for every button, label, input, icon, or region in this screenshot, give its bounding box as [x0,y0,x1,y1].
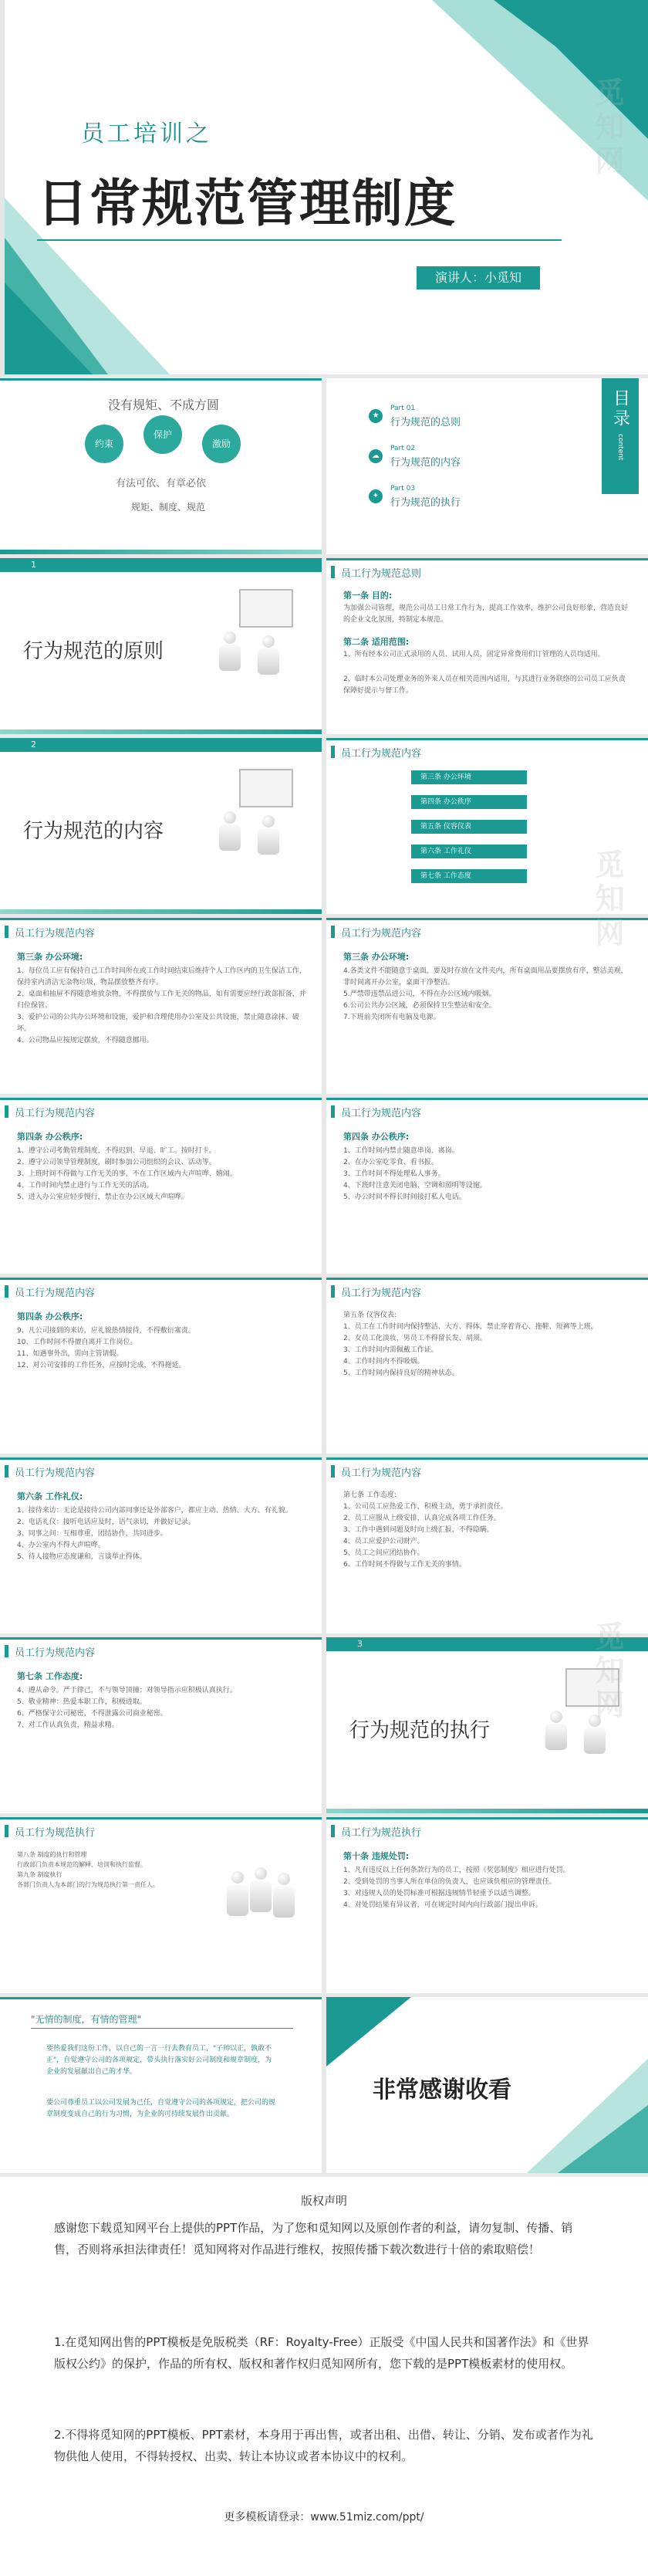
header-bar [5,1105,8,1118]
top-stripe [326,1817,648,1819]
top-stripe [0,1278,322,1280]
header-bar [5,1285,8,1298]
header-title: 员工行为规范内容 [15,1647,96,1659]
env-slide-left [0,918,322,1094]
board [239,769,293,807]
figure-head [224,631,236,644]
figure-head [278,1873,290,1885]
section-title: 第二条 适用范围: [343,637,410,647]
paragraph: 第七条 工作态度: 1、公司员工应热爱工作，积极主动，勇于承担责任。 2、员工应服从上级安排，认真完成各项工作任务。 3、工作中遇到问题及时向上级汇报，不得隐瞒。 4、员工应爱护公司财产。 5、员工之间应团结协作。 6、工作时间不得做与工作无关的事情。 [343,1491,508,1569]
header-bar [331,1105,335,1118]
copyright-title: 版权声明 [300,2194,347,2208]
toc-label: 目录 [610,389,630,429]
header-title: 员工行为规范内容 [15,1287,96,1299]
part-bar [0,558,322,572]
top-stripe [0,1098,322,1100]
paragraph: 要热爱我们这份工作，以自己的一言一行去教育员工，"子帅以正，孰敢不正"，自觉遵守公司的各项规定，带头执行落实好公司制度和规章制度，为企业的发展献出自己的才华。 [46,2045,272,2076]
paragraph: 2、临时本公司处理业务的外来人员在相关范围内适用，与其进行业务联络的公司员工应负责保障好提示与督工作。 [343,675,626,695]
intro-slide [0,378,322,554]
speaker-badge: 演讲人：小觅知 [417,266,540,289]
list-item: 第三条 办公环境 [411,770,527,784]
site-link[interactable]: www.51miz.com/ppt/ [310,2511,424,2524]
part-title: 行为规范的原则 [23,640,164,663]
figure-head [231,1871,244,1884]
toc-num: Part 02 [390,445,416,452]
figure-body [545,1724,567,1750]
order-slide-right [326,1098,648,1274]
cover-slide [0,0,648,374]
top-stripe [326,738,648,740]
slide-header [326,564,421,580]
paragraph: 1、工作时间内禁止随意串岗、离岗。 2、在办公室吃零食、看书报。 3、工作时间不得处理私人事务。 4、下班时注意关闭电脑、空调和照明等设施。 5、办公时间不得长时间接打私人电话。 [343,1147,487,1201]
thanks-slide [326,1997,648,2173]
circle-constraint [85,425,123,463]
paragraph: 要公司尊重员工以公司发展为己任，自觉遵守公司的各项规定，把公司的规章制度变成自己的行为习惯，为企业的可持续发展作出贡献。 [46,2099,276,2118]
header-title: 员工行为规范内容 [341,1107,422,1119]
quote-title: "无情的制度，有情的管理" [31,2014,142,2025]
section-title: 第三条 办公环境: [17,952,83,962]
copyright-p3: 2.不得将觅知网的PPT模板、PPT素材，本身用于再出售，或者出租、出借、转让、分销、发布或者作为礼物供他人使用，不得转授权、出卖、转让本协议或者本协议中的权利。 [54,2428,593,2463]
paragraph: 9、凡公司接到的来访，应礼貌热情接待，不得敷衍塞责。 10、工作时间不得擅自离开工作岗位。 11、如遇事外出，需向主管请假。 12、对公司安排的工作任务，应按时完成，不得拖延。 [17,1327,195,1369]
header-bar [5,926,8,938]
paragraph: 1、所有经本公司正式录用的人员、试用人员、固定异常费用们订管理的人员均适用。 [343,651,605,658]
slide-header [0,1643,95,1659]
header-title: 员工行为规范内容 [341,1287,422,1299]
cover-title: 日常规范管理制度 [37,174,457,233]
watermark-text: 觅知网 [590,1621,624,1723]
list-item: 第五条 仪容仪表 [411,820,527,834]
list-item: 第四条 办公秩序 [411,795,527,809]
attitude-slide-right [326,1457,648,1633]
header-bar [331,1285,335,1298]
toc-num: Part 03 [390,485,416,493]
copyright-p2: 1.在觅知网出售的PPT模板是免版税类（RF：Royalty-Free）正版受《中国人民共和国著作法》和《世界版权公约》的保护，作品的所有权、版权和著作权归觅知网所有，您下载的是PPT模板素材的使用权。 [54,2335,589,2371]
quote-line [31,2028,293,2029]
intro-tagline: 有法可依、有章必依 [116,478,207,489]
section-title: 第三条 办公环境: [343,952,410,962]
more-templates [0,2509,648,2524]
toc-label-box [602,378,639,494]
circle-label: 激励 [211,438,231,449]
slide-header [326,924,421,939]
figure-body [258,828,279,855]
quote-slide [0,1997,322,2173]
part2-slide [0,738,322,914]
top-stripe [326,558,648,560]
cover-divider [37,239,562,241]
figure-head [262,635,275,648]
cloud-icon: ☁ [369,449,383,463]
slide-header [326,1284,421,1299]
copyright-section [0,2177,648,2576]
attitude-slide [0,1637,322,1813]
list-item: 第六条 工作礼仪 [411,845,527,858]
slide-header [326,1104,421,1119]
figure-body [584,1728,606,1754]
part-num: 2 [31,740,36,750]
top-stripe [326,1278,648,1280]
copyright-p1: 感谢您下载觅知网平台上提供的PPT作品，为了您和觅知网以及原创作者的利益，请勿复制、传播、销售，否则将承担法律责任！觅知网将对作品进行维权，按照传播下载次数进行十倍的索取赔偿！ [54,2221,573,2256]
header-title: 员工行为规范执行 [341,1826,422,1839]
section-title: 第一条 目的: [343,591,393,601]
figures-illustration [224,1863,301,1972]
header-title: 员工行为规范总则 [341,567,422,580]
slide-header [0,1464,95,1479]
figure-head [224,811,236,824]
part-title: 行为规范的内容 [23,820,164,843]
top-stripe [0,378,322,381]
header-title: 员工行为规范内容 [15,1107,96,1119]
toc-title: 行为规范的内容 [390,457,461,469]
intro-heading: 没有规矩、不成方圆 [108,398,220,412]
paragraph: 1、遵守公司考勤管理制度，不得迟到、早退、旷工。按时打卡。 2、遵守公司领导管理制度，刷时参加公司组织的会议、活动等。 3、上班时间不得做与工作无关的事，不在工作区域内大声喧哗、嬉闹。 4、工作时间内禁止进行与工作无关的活动。 5、进入办公室应轻步慢行，禁止在办公区域大声喧哗。 [17,1147,237,1201]
figure-body [227,1885,248,1916]
figure-body [273,1887,295,1918]
bottom-stripe [326,1809,648,1813]
header-bar [331,926,335,938]
figure-head [255,1867,267,1880]
paragraph: 第八条 制度的执行和管理 行政部门负责本规范的解释、培训和执行监督。 第九条 制度执行 各部门负责人为本部门的行为规范执行第一责任人。 [17,1851,159,1888]
section-title: 第六条 工作礼仪: [17,1491,83,1501]
slide-header [0,1284,95,1299]
part-num: 3 [357,1639,363,1649]
top-stripe [0,1457,322,1460]
more-label: 更多模板请登录： [224,2511,311,2524]
figure-body [250,1881,272,1912]
header-bar [331,1465,335,1478]
part-bar [0,738,322,752]
part-title: 行为规范的执行 [349,1719,491,1742]
exec-slide [0,1817,322,1993]
paragraph: 为加强公司管理，规范公司员工日常工作行为，提高工作效率，维护公司良好形象，营造良好的企业文化氛围，特制定本规范。 [343,604,629,624]
top-stripe [0,1997,322,1999]
bottom-stripe [0,909,322,914]
slide-header [326,744,421,760]
header-bar [5,1465,8,1478]
cover-subtitle: 员工培训之 [81,120,212,147]
top-stripe [0,1637,322,1640]
circle-protect [143,415,182,454]
slide-header [0,924,95,939]
watermark-text: 觅知网 [590,77,624,179]
header-bar [5,1645,8,1657]
circle-label: 约束 [94,438,113,449]
toc-title: 行为规范的执行 [390,497,461,509]
bottom-stripe [0,550,322,554]
paragraph: 第五条 仪容仪表: 1、员工在工作时间内保持整洁、大方、得体，禁止穿着背心、拖鞋、短裤等上班。 2、女员工化淡妆，男员工不得留长发、胡须。 3、工作时间内需佩戴工作证。 4、工作时间内不得吸烟。 5、工作时间内保持良好的精神状态。 [343,1312,598,1377]
order-slide-left [0,1098,322,1274]
intro-tags: 规矩、制度、规范 [131,502,206,513]
penalty-slide [326,1817,648,1993]
header-title: 员工行为规范内容 [341,1467,422,1479]
paragraph: 1、每位员工应有保持自己工作时间所在或工作时间结束后维持个人工作区内的卫生保洁工作，保持室内清洁无杂物垃圾，物品摆放整齐有序。 2、桌面和抽屉不得随意堆放杂物，不得摆放与工作无关的物品，如有需要应经行政部报备，并归位保管。 3、爱护公司的公共办公环境和设施，爱护和合理使用办公室及公共设施，禁止随意涂抹、破坏。 4、公司物品应按规定摆放，不得随意挪用。 [17,967,306,1044]
toc-slide [326,378,648,554]
header-title: 员工行为规范执行 [15,1826,96,1839]
header-title: 员工行为规范内容 [341,747,422,760]
top-stripe [0,1817,322,1819]
figure-body [219,645,241,671]
figure-body [219,824,241,851]
toc-label-en: content [616,434,624,461]
header-bar [5,1825,8,1837]
paragraph: 4.各类文件不能随意于桌面，要及时存放在文件夹内，所有桌面用品要摆放有序，整洁美观，非时间离开办公室，桌面干净整洁。 5.严禁带违禁品进公司，不得在办公区域内吸烟。 6.公司公共办公区域，必须保持卫生整洁和安全。 7.下班前关闭所有电脑及电源。 [343,967,628,1021]
section-title: 第七条 工作态度: [17,1671,83,1681]
section-title: 第四条 办公秩序: [17,1312,83,1322]
bottom-stripe [0,729,322,734]
header-bar [331,566,335,578]
order2-slide [0,1278,322,1454]
top-stripe [0,918,322,920]
toc-num: Part 01 [390,405,416,412]
board [239,589,293,628]
header-title: 员工行为规范内容 [15,927,96,939]
appearance-slide [326,1278,648,1454]
list-item: 第七条 工作态度 [411,869,527,883]
header-bar [331,746,335,758]
paragraph: 4、遵从命令。严于律己，不与领导顶撞；对领导指示应积极认真执行。 5、敬业精神：热爱本职工作，积极进取。 6、严格保守公司秘密，不得泄露公司商业秘密。 7、对工作认真负责，精益求精。 [17,1687,237,1729]
slide-header [0,1104,95,1119]
section-title: 第四条 办公秩序: [17,1132,83,1142]
section-title: 第十条 违规处罚: [343,1851,410,1861]
slide-header [326,1823,421,1839]
figure-head [262,815,275,828]
header-title: 员工行为规范内容 [341,927,422,939]
figure-head [550,1711,562,1723]
part-num: 1 [31,560,36,570]
header-title: 员工行为规范内容 [15,1467,96,1479]
top-stripe [326,1457,648,1460]
etiquette-slide [0,1457,322,1633]
part1-slide [0,558,322,734]
paragraph: 1、凡有违反以上任何条款行为的员工，按照《奖惩制度》相应进行处罚。 2、受到处罚的当事人所在单位的负责人，也应该负相应的管理责任。 3、对违规人员的处罚标准可根据违规情节轻重予以适当调整。 4、对处罚结果有异议者，可在规定时间内向行政部门提出申诉。 [343,1867,570,1909]
section-title: 第四条 办公秩序: [343,1132,410,1142]
toc-title: 行为规范的总则 [390,417,461,428]
general-slide [326,558,648,734]
slide-header [0,1823,95,1839]
circle-incentive [202,425,241,463]
figures-illustration [208,589,301,705]
thanks-text: 非常感谢收看 [373,2077,511,2104]
paragraph: 1、接待来访：无论是接待公司内部同事还是外部客户，都应主动、热情、大方、有礼貌。 2、电话礼仪：接听电话应及时，语气亲切，并做好记录。 3、同事之间：互相尊重，团结协作，共同进步。 4、办公室内不得大声喧哗。 5、待人接物应态度谦和，言谈举止得体。 [17,1507,292,1561]
watermark-text: 觅知网 [590,849,624,951]
top-stripe [326,1098,648,1100]
header-bar [331,1825,335,1837]
bulb-icon: ✦ [369,489,383,503]
circle-label: 保护 [153,429,172,440]
slide-header [326,1464,421,1479]
figure-body [258,648,279,675]
star-icon: ★ [369,409,383,423]
figures-illustration [208,769,301,885]
